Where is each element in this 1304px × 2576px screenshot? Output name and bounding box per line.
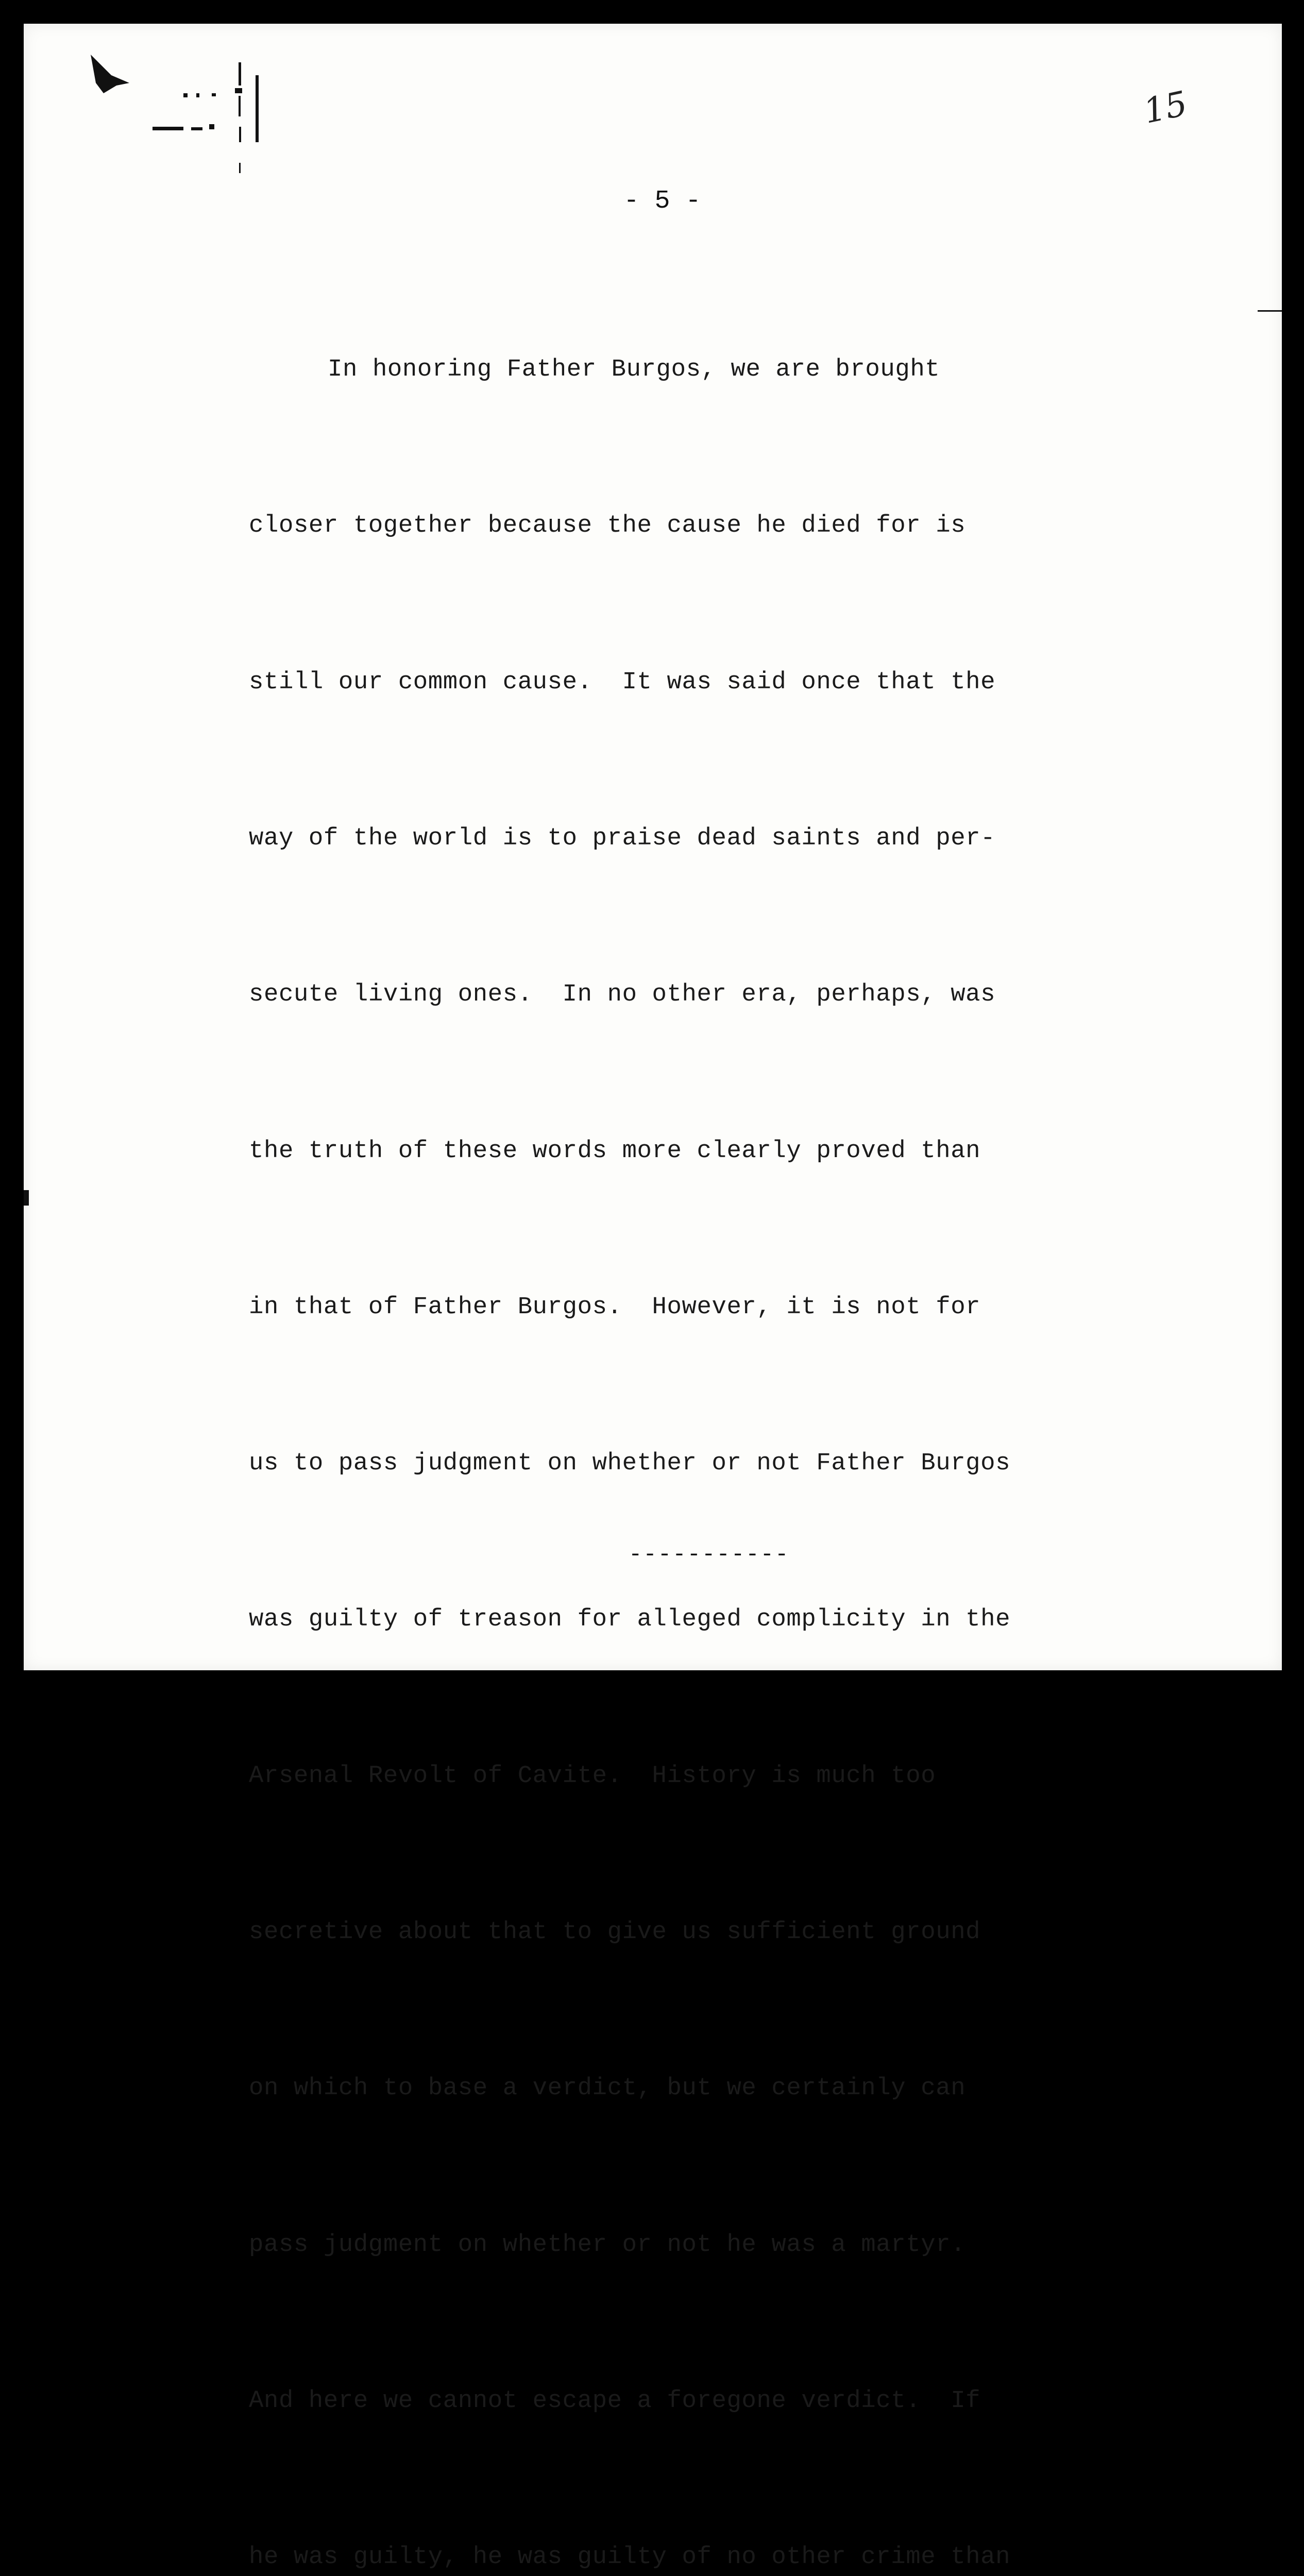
text-line: he was guilty, he was guilty of no other crime than <box>249 2544 1011 2571</box>
text-line: still our common cause. It was said once that the <box>249 668 996 696</box>
text-line: secute living ones. In no other era, perhaps, was <box>249 981 996 1009</box>
margin-line <box>1258 310 1282 312</box>
margin-tick <box>24 1190 29 1206</box>
text-line: And here we cannot escape a foregone verdict. If <box>249 2387 981 2415</box>
text-line: way of the world is to praise dead saints and per- <box>249 825 996 853</box>
text-line: on which to base a verdict, but we certainly can <box>249 2075 966 2103</box>
text-line: the truth of these words more clearly proved than <box>249 1137 981 1165</box>
page-number: - 5 - <box>623 187 701 216</box>
text-line: secretive about that to give us sufficient ground <box>249 1919 981 1946</box>
end-rule: ----------- <box>629 1542 790 1568</box>
body-paragraph <box>249 240 1156 2576</box>
text-line: Arsenal Revolt of Cavite. History is much too <box>249 1762 936 1790</box>
text-line: pass judgment on whether or not he was a martyr. <box>249 2231 966 2259</box>
handwritten-page-note: 15 <box>1140 83 1191 131</box>
text-line: was guilty of treason for alleged complicity in the <box>249 1606 1011 1634</box>
text-line: in that of Father Burgos. However, it is not for <box>249 1293 981 1321</box>
text-line: In honoring Father Burgos, we are brought <box>328 356 940 384</box>
binding-marks-icon <box>80 44 276 199</box>
text-line: closer together because the cause he died for is <box>249 512 966 540</box>
text-line: us to pass judgment on whether or not Father Burgos <box>249 1450 1011 1478</box>
